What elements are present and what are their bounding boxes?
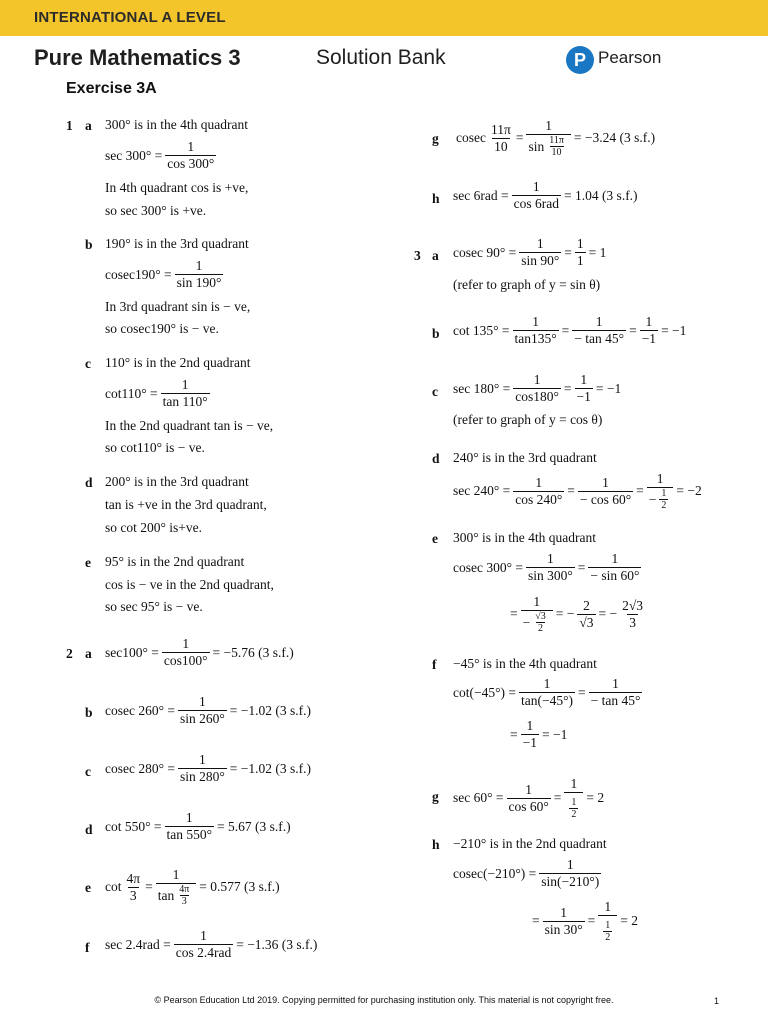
- q1c-line1: 110° is in the 2nd quadrant: [105, 355, 251, 370]
- q3f-den2: − tan 45°: [590, 693, 641, 708]
- q3e-den4-fraction: [533, 611, 548, 634]
- q3g-den2-num: 1: [571, 797, 577, 808]
- book-title: Pure Mathematics 3: [34, 45, 241, 70]
- q3e-den4-num: √3: [535, 611, 546, 622]
- q2g-den: [526, 134, 570, 158]
- q3d-fraction2: [578, 475, 633, 508]
- q2f-lhs: sec 2.4rad =: [105, 936, 171, 952]
- q3h-den1: sin(−210°): [541, 874, 600, 889]
- q3a-eq: =: [564, 244, 572, 260]
- q3c-eq: =: [563, 380, 572, 396]
- q3g-den2: [564, 792, 583, 820]
- q2f-den: cos 2.4rad: [175, 945, 232, 960]
- part-label-2b: b: [85, 705, 93, 720]
- q3f-eq3: =: [510, 726, 518, 742]
- q3c-num1: 1: [533, 372, 541, 387]
- q2a-equation: [105, 636, 294, 669]
- q2h-lhs: sec 6rad =: [453, 187, 509, 203]
- part-label-3d: d: [432, 451, 440, 466]
- q3d-den3-den: 2: [661, 500, 667, 511]
- q1a-line4: so sec 300° is +ve.: [105, 203, 207, 218]
- q3e-num5: 2: [583, 597, 590, 613]
- q2f-fraction: [174, 928, 233, 961]
- part-label-2g: g: [432, 131, 439, 146]
- q3h-line1: −210° is in the 2nd quadrant: [453, 836, 607, 851]
- q1b-lhs: cosec190° =: [105, 266, 172, 282]
- q3f-line1: −45° is in the 4th quadrant: [453, 656, 597, 671]
- q3e-num1: 1: [547, 551, 554, 566]
- part-label-2h: h: [432, 191, 440, 206]
- q2d-lhs: cot 550° =: [105, 818, 162, 834]
- q3b-num1: 1: [532, 314, 539, 329]
- q3g-den2-fraction: [569, 797, 578, 820]
- q2e-equation: [105, 867, 280, 907]
- q3d-den2: − cos 60°: [579, 491, 632, 507]
- q2h-den: cos 6rad: [513, 196, 559, 211]
- q3a-lhs: cosec 90° =: [453, 244, 517, 260]
- q3d-result: = −2: [676, 483, 702, 498]
- copyright-footer: © Pearson Education Ltd 2019. Copying permitted for purchasing institution only. This material is not copyright free.: [154, 995, 614, 1005]
- q3h-den3-den: 2: [605, 932, 611, 943]
- q1c-lhs: cot110° =: [105, 385, 158, 401]
- q3e-den4-den: 2: [538, 623, 543, 634]
- q2d-den: tan 550°: [166, 827, 213, 842]
- q2d-num: 1: [185, 810, 193, 825]
- q3f-num3: 1: [526, 718, 534, 733]
- q3a-den2: 1: [576, 253, 584, 268]
- q2g-eq: =: [515, 130, 524, 145]
- part-label-2c: c: [85, 764, 91, 779]
- q2c-lhs: cosec 280° =: [105, 760, 175, 776]
- pearson-logo-icon: P: [566, 46, 594, 74]
- part-label-3g: g: [432, 789, 439, 804]
- q3h-den3: [598, 915, 617, 943]
- part-label-3c: c: [432, 384, 438, 399]
- q3a-equation: [453, 236, 606, 269]
- q3f-den1: tan(−45°): [521, 693, 573, 708]
- q3c-fraction1: [513, 372, 561, 405]
- q3g-fraction1: [507, 782, 551, 815]
- q2c-fraction: [178, 752, 227, 785]
- q3g-num2: 1: [570, 776, 578, 791]
- q3h-num2: 1: [560, 904, 568, 920]
- q3f-den3: −1: [522, 735, 537, 750]
- q2a-den: cos100°: [163, 653, 208, 668]
- q1e-line2: cos is − ve in the 2nd quadrant,: [105, 577, 274, 592]
- q1d-line3: so cot 200° is+ve.: [105, 520, 203, 535]
- q1a-equation: [105, 139, 219, 172]
- q1a-den: cos 300°: [167, 156, 215, 171]
- q1b-num: 1: [195, 258, 203, 273]
- q3e-num6: 2√3: [622, 597, 644, 613]
- q3e-fraction5: [577, 598, 595, 631]
- q2g-den-func: sin: [528, 138, 545, 154]
- part-label-1b: b: [85, 237, 93, 252]
- q3d-fraction1: [513, 475, 564, 508]
- q3e-num2: 1: [611, 551, 619, 566]
- q2e-den-fraction: [177, 884, 191, 907]
- part-label-1a: a: [85, 118, 92, 133]
- q3b-result: = −1: [661, 322, 687, 338]
- q3g-den1: cos 60°: [508, 798, 549, 814]
- q3d-den3-sign: −: [648, 491, 657, 507]
- q2b-fraction: [178, 694, 227, 727]
- q2d-result: = 5.67 (3 s.f.): [217, 818, 291, 834]
- q2f-num: 1: [200, 928, 207, 943]
- q2a-lhs: sec100° =: [105, 644, 159, 660]
- q2d-fraction: [165, 810, 215, 843]
- exercise-title: Exercise 3A: [66, 80, 157, 97]
- q2h-fraction: [512, 179, 561, 212]
- question-number-3: 3: [414, 248, 421, 263]
- q1a-line3: In 4th quadrant cos is +ve,: [105, 180, 249, 195]
- q3d-den1: cos 240°: [515, 491, 563, 507]
- q3e-num4: 1: [533, 594, 541, 609]
- q3g-eq: =: [553, 790, 562, 805]
- q3d-lhs: sec 240° =: [453, 483, 511, 498]
- q3d-den3-num: 1: [661, 488, 667, 499]
- q1c-fraction: [161, 377, 210, 410]
- q2h-num: 1: [532, 179, 540, 194]
- q3h-eq2: =: [587, 913, 596, 928]
- part-label-3f: f: [432, 657, 437, 672]
- q3h-fraction2: [543, 905, 585, 938]
- banner-text: INTERNATIONAL A LEVEL: [34, 9, 226, 26]
- q2e-den-num: 4π: [179, 884, 190, 895]
- q1a-lhs: sec 300° =: [105, 147, 163, 163]
- q3g-equation: [453, 776, 604, 820]
- q2e-den: [156, 883, 197, 907]
- part-label-3b: b: [432, 326, 440, 341]
- q2d-equation: [105, 810, 291, 843]
- q3f-num1: 1: [543, 676, 551, 691]
- q1e-line3: so sec 95° is − ve.: [105, 599, 203, 614]
- q3h-den3-fraction: [603, 920, 612, 943]
- q2a-num: 1: [182, 636, 190, 651]
- q2g-den-num: 11π: [549, 135, 564, 146]
- part-label-3h: h: [432, 837, 440, 852]
- part-label-2d: d: [85, 822, 93, 837]
- q3e-den6: 3: [629, 614, 636, 630]
- q3d-num2: 1: [602, 474, 609, 490]
- q2e-fraction: [156, 867, 197, 907]
- q3d-fraction3: [647, 471, 674, 511]
- q2b-lhs: cosec 260° =: [105, 702, 175, 718]
- q3b-fraction3: [640, 314, 658, 347]
- q3f-result: = −1: [542, 726, 568, 742]
- q3h-num1: 1: [566, 857, 574, 872]
- q3h-equation2: [532, 899, 638, 943]
- q3f-equation2: [510, 718, 567, 751]
- q2e-arg-fraction: [125, 871, 143, 904]
- q3a-result: = 1: [588, 244, 607, 260]
- q2e-result: = 0.577 (3 s.f.): [199, 879, 280, 894]
- question-number-2: 2: [66, 646, 73, 661]
- q1b-equation: [105, 258, 226, 291]
- q3a-den1: sin 90°: [521, 253, 560, 268]
- q3c-lhs: sec 180° =: [453, 380, 511, 396]
- page-number: 1: [714, 996, 720, 1006]
- q1b-line1: 190° is in the 3rd quadrant: [105, 236, 249, 251]
- q2f-equation: [105, 928, 317, 961]
- q1b-line3: In 3rd quadrant sin is − ve,: [105, 299, 251, 314]
- q3f-fraction2: [589, 676, 643, 709]
- q3e-den4-sign: −: [522, 614, 531, 630]
- q3h-den2: sin 30°: [544, 921, 583, 937]
- part-label-1d: d: [85, 475, 93, 490]
- q1c-line3: In the 2nd quadrant tan is − ve,: [105, 418, 274, 433]
- q3a-num1: 1: [536, 236, 544, 251]
- q3c-fraction2: [575, 372, 593, 405]
- q3e-den5: √3: [579, 614, 594, 630]
- q2c-den: sin 280°: [180, 769, 225, 784]
- q3e-fraction4: [521, 594, 553, 634]
- q2b-num: 1: [199, 694, 206, 709]
- q3c-result: = −1: [595, 380, 622, 396]
- q2e-num: 1: [172, 867, 180, 882]
- q3b-den1: tan135°: [514, 331, 557, 346]
- q3e-lhs: cosec 300° =: [453, 559, 523, 575]
- q3f-eq: =: [578, 684, 586, 700]
- q3e-fraction1: [526, 551, 575, 584]
- q3h-num3: 1: [604, 899, 612, 914]
- part-label-1e: e: [85, 555, 91, 570]
- q3h-result: = 2: [620, 913, 639, 928]
- q3e-equation1: [453, 551, 644, 584]
- q3h-fraction3: [598, 899, 617, 943]
- q3d-line1: 240° is in the 3rd quadrant: [453, 450, 597, 465]
- q2g-result: = −3.24 (3 s.f.): [573, 130, 656, 145]
- q3c-den1: cos180°: [515, 389, 559, 404]
- q3a-note: (refer to graph of y = sin θ): [453, 277, 601, 292]
- q3d-eq2: =: [636, 483, 644, 498]
- q3g-fraction2: [564, 776, 583, 820]
- q3b-num2: 1: [595, 314, 603, 329]
- q3f-equation1: [453, 676, 645, 709]
- q3d-den3: [647, 487, 674, 511]
- q3h-lhs: cosec(−210°) =: [453, 865, 537, 881]
- part-label-2e: e: [85, 880, 91, 895]
- q2g-num: 1: [545, 118, 553, 133]
- q2c-result: = −1.02 (3 s.f.): [229, 760, 311, 776]
- q1b-den: sin 190°: [176, 275, 222, 290]
- q3e-den1: sin 300°: [528, 568, 573, 583]
- q3c-note: (refer to graph of y = cos θ): [453, 412, 603, 427]
- q2g-arg-num: 11π: [490, 121, 511, 137]
- q2b-equation: [105, 694, 311, 727]
- q2e-lhs: cot: [105, 879, 122, 894]
- q1c-num: 1: [181, 377, 189, 392]
- q2e-arg-den: 3: [129, 887, 137, 903]
- q3e-eq: =: [577, 559, 586, 575]
- q2e-arg-num: 4π: [126, 870, 141, 886]
- q1a-num: 1: [187, 139, 195, 154]
- q3b-eq2: =: [629, 322, 637, 338]
- q3h-fraction1: [539, 857, 601, 890]
- part-label-3a: a: [432, 248, 439, 263]
- q3b-num3: 1: [645, 314, 653, 329]
- q2e-eq: =: [145, 879, 153, 894]
- q2h-equation: [453, 179, 638, 212]
- q1b-line4: so cosec190° is − ve.: [105, 321, 219, 336]
- q1c-line4: so cot110° is − ve.: [105, 440, 205, 455]
- q3a-fraction2: [575, 236, 586, 269]
- q3c-num2: 1: [580, 372, 588, 387]
- q3e-eq5: = −: [598, 606, 618, 621]
- q3b-lhs: cot 135° =: [453, 322, 510, 338]
- q3f-fraction3: [521, 718, 539, 751]
- q3g-den2-den: 2: [571, 809, 577, 820]
- book-subtitle: Solution Bank: [316, 46, 446, 69]
- q3b-equation: [453, 314, 686, 347]
- q3b-fraction1: [513, 314, 559, 347]
- q2g-arg-den: 10: [494, 138, 508, 154]
- q3e-line1: 300° is in the 4th quadrant: [453, 530, 597, 545]
- q3d-num3: 1: [656, 471, 664, 486]
- q3d-num1: 1: [535, 474, 543, 490]
- question-number-1: 1: [66, 118, 73, 133]
- q2f-result: = −1.36 (3 s.f.): [236, 936, 318, 952]
- part-label-2f: f: [85, 940, 90, 955]
- q2a-result: = −5.76 (3 s.f.): [212, 644, 294, 660]
- q1c-den: tan 110°: [162, 394, 208, 409]
- q3g-lhs: sec 60° =: [453, 790, 504, 805]
- q3b-den3: −1: [641, 331, 657, 346]
- q3c-equation: [453, 372, 621, 405]
- q2g-den-fraction: [547, 135, 566, 158]
- q2g-arg-fraction: [489, 122, 513, 155]
- q3e-den2: − sin 60°: [590, 568, 640, 583]
- q3h-equation1: [453, 857, 604, 890]
- q2b-den: sin 260°: [180, 711, 225, 726]
- q3e-fraction2: [588, 551, 641, 584]
- q1d-line1: 200° is in the 3rd quadrant: [105, 474, 249, 489]
- q3d-den3-fraction: [659, 488, 668, 511]
- q3f-num2: 1: [612, 676, 619, 691]
- q1d-line2: tan is +ve in the 3rd quadrant,: [105, 497, 267, 512]
- q1c-equation: [105, 377, 213, 410]
- q2c-num: 1: [199, 752, 206, 767]
- q2g-lhs: cosec: [456, 130, 486, 145]
- q3e-eq3: =: [510, 606, 518, 621]
- part-label-3e: e: [432, 531, 438, 546]
- q3f-fraction1: [519, 676, 575, 709]
- q1b-fraction: [175, 258, 224, 291]
- q2b-result: = −1.02 (3 s.f.): [229, 702, 311, 718]
- q3g-num1: 1: [525, 781, 533, 797]
- part-label-2a: a: [85, 646, 92, 661]
- q3d-eq: =: [567, 483, 575, 498]
- brand-name: Pearson: [598, 48, 662, 67]
- q3a-fraction1: [519, 236, 561, 269]
- q2g-fraction: [526, 118, 570, 158]
- q3f-lhs: cot(−45°) =: [453, 684, 516, 700]
- q3d-equation: [453, 471, 702, 511]
- q2g-equation: [456, 118, 655, 158]
- q3b-eq: =: [561, 322, 570, 338]
- q2a-fraction: [162, 636, 210, 669]
- q1e-line1: 95° is in the 2nd quadrant: [105, 554, 245, 569]
- q3b-den2: − tan 45°: [574, 331, 625, 346]
- q3h-den3-num: 1: [605, 920, 611, 931]
- q2e-den-den: 3: [181, 896, 187, 907]
- q2g-den-den: 10: [551, 147, 562, 158]
- q2h-result: = 1.04 (3 s.f.): [563, 187, 638, 203]
- q3h-eq: =: [532, 913, 540, 928]
- q3a-num2: 1: [576, 236, 584, 251]
- q1a-fraction: [165, 139, 216, 172]
- q3e-eq4: = −: [555, 606, 575, 621]
- q2e-den-func: tan: [157, 887, 175, 903]
- q3e-den4: [521, 610, 553, 634]
- q3b-fraction2: [572, 314, 626, 347]
- header-banner: [0, 0, 768, 36]
- q3c-den2: −1: [576, 389, 591, 404]
- q3e-fraction6: [620, 598, 645, 631]
- q3e-equation2: [510, 594, 648, 634]
- q1a-line1: 300° is in the 4th quadrant: [105, 117, 249, 132]
- q2c-equation: [105, 752, 311, 785]
- part-label-1c: c: [85, 356, 91, 371]
- q3g-result: = 2: [586, 790, 605, 805]
